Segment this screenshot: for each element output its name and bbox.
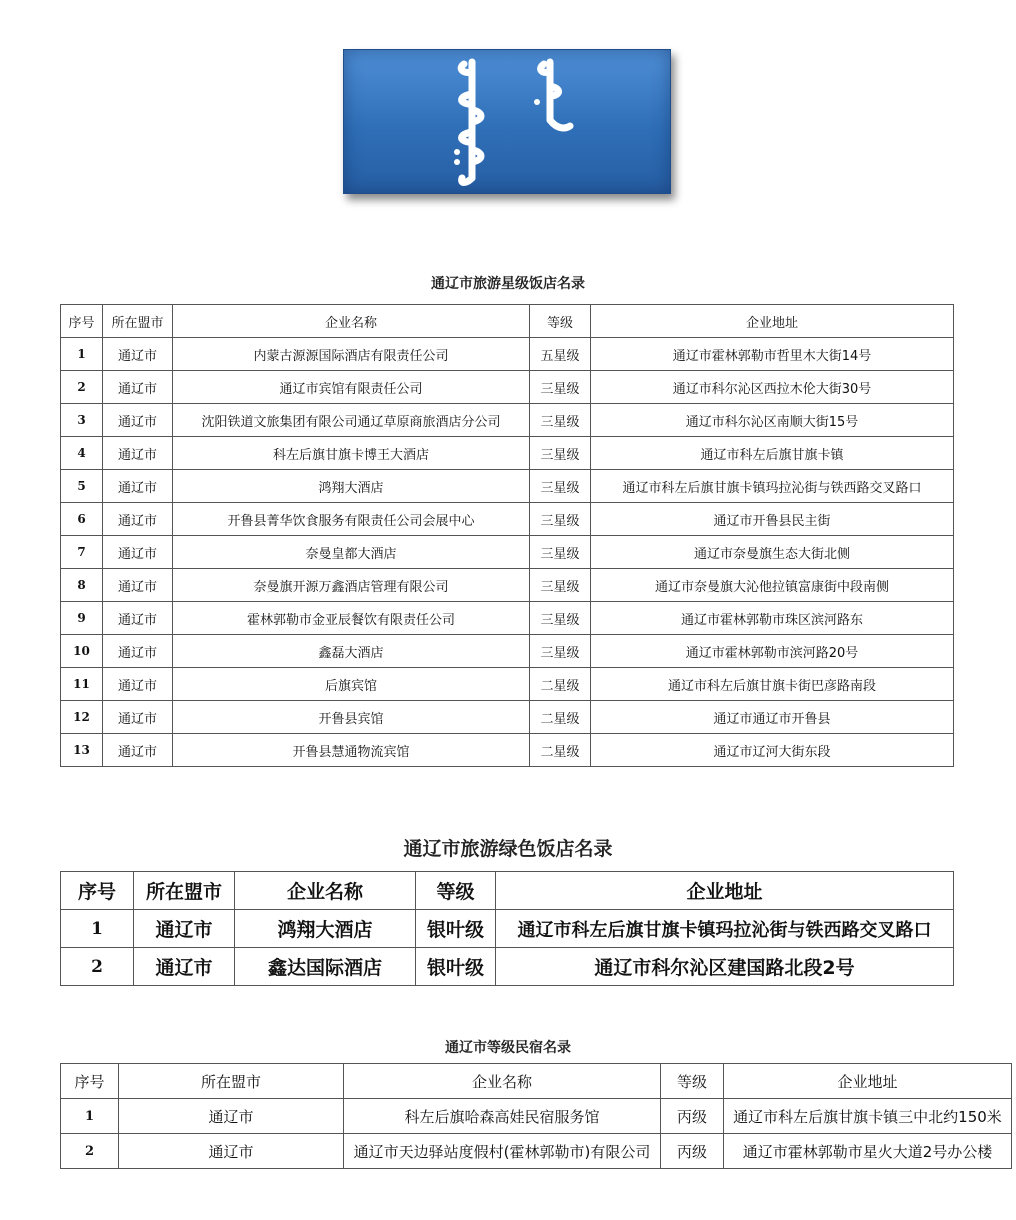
cell-company: 鸿翔大酒店 xyxy=(235,910,416,948)
cell-index: 12 xyxy=(61,701,103,734)
table-row xyxy=(61,635,954,668)
cell-city: 通辽市 xyxy=(103,602,173,635)
cell-company: 奈曼皇都大酒店 xyxy=(173,536,530,569)
cell-index: 3 xyxy=(61,404,103,437)
cell-address: 通辽市霍林郭勒市珠区滨河路东 xyxy=(591,602,954,635)
cell-grade: 三星级 xyxy=(530,404,591,437)
table-row xyxy=(61,668,954,701)
cell-index: 6 xyxy=(61,503,103,536)
header-company: 企业名称 xyxy=(173,305,530,338)
table-row xyxy=(61,1134,1012,1169)
cell-grade: 三星级 xyxy=(530,503,591,536)
table-row xyxy=(61,1099,1012,1134)
cell-grade: 二星级 xyxy=(530,734,591,767)
cell-grade: 三星级 xyxy=(530,371,591,404)
header-city: 所在盟市 xyxy=(119,1064,344,1099)
header-index: 序号 xyxy=(61,305,103,338)
cell-index: 2 xyxy=(61,371,103,404)
cell-address: 通辽市科左后旗甘旗卡镇 xyxy=(591,437,954,470)
header-city: 所在盟市 xyxy=(103,305,173,338)
cell-address: 通辽市科左后旗甘旗卡镇玛拉沁街与铁西路交叉路口 xyxy=(496,910,954,948)
cell-company: 内蒙古源源国际酒店有限责任公司 xyxy=(173,338,530,371)
header-grade: 等级 xyxy=(530,305,591,338)
cell-index: 11 xyxy=(61,668,103,701)
homestays-table xyxy=(60,1063,1012,1169)
header-grade: 等级 xyxy=(661,1064,724,1099)
table-row xyxy=(61,338,954,371)
cell-grade: 丙级 xyxy=(661,1099,724,1134)
table-row xyxy=(61,910,954,948)
green-hotels-table xyxy=(60,871,954,986)
cell-address: 通辽市奈曼旗生态大街北侧 xyxy=(591,536,954,569)
green-hotels-title: 通辽市旅游绿色饭店名录 xyxy=(403,838,613,860)
cell-city: 通辽市 xyxy=(134,910,235,948)
homestays-title: 通辽市等级民宿名录 xyxy=(445,1040,571,1056)
cell-index: 13 xyxy=(61,734,103,767)
cell-company: 科左后旗甘旗卡博王大酒店 xyxy=(173,437,530,470)
table-row xyxy=(61,734,954,767)
cell-grade: 二星级 xyxy=(530,701,591,734)
mongolian-title-banner xyxy=(343,49,671,194)
cell-company: 鑫磊大酒店 xyxy=(173,635,530,668)
table-header-row xyxy=(61,1064,1012,1099)
cell-index: 2 xyxy=(61,1134,119,1169)
cell-grade: 三星级 xyxy=(530,569,591,602)
cell-grade: 三星级 xyxy=(530,635,591,668)
header-city: 所在盟市 xyxy=(134,872,235,910)
cell-address: 通辽市科尔沁区西拉木伦大街30号 xyxy=(591,371,954,404)
table-row xyxy=(61,371,954,404)
cell-city: 通辽市 xyxy=(103,734,173,767)
cell-index: 5 xyxy=(61,470,103,503)
cell-city: 通辽市 xyxy=(103,404,173,437)
cell-address: 通辽市霍林郭勒市星火大道2号办公楼 xyxy=(724,1134,1012,1169)
cell-grade: 二星级 xyxy=(530,668,591,701)
cell-grade: 三星级 xyxy=(530,536,591,569)
cell-address: 通辽市通辽市开鲁县 xyxy=(591,701,954,734)
cell-city: 通辽市 xyxy=(103,536,173,569)
cell-address: 通辽市开鲁县民主街 xyxy=(591,503,954,536)
cell-index: 1 xyxy=(61,1099,119,1134)
cell-company: 开鲁县慧通物流宾馆 xyxy=(173,734,530,767)
table-header-row xyxy=(61,872,954,910)
cell-city: 通辽市 xyxy=(103,338,173,371)
cell-company: 沈阳铁道文旅集团有限公司通辽草原商旅酒店分公司 xyxy=(173,404,530,437)
cell-city: 通辽市 xyxy=(103,437,173,470)
header-address: 企业地址 xyxy=(724,1064,1012,1099)
table-row xyxy=(61,437,954,470)
table-header-row xyxy=(61,305,954,338)
cell-grade: 丙级 xyxy=(661,1134,724,1169)
cell-company: 开鲁县宾馆 xyxy=(173,701,530,734)
cell-address: 通辽市辽河大街东段 xyxy=(591,734,954,767)
table-row xyxy=(61,602,954,635)
cell-company: 开鲁县菁华饮食服务有限责任公司会展中心 xyxy=(173,503,530,536)
cell-company: 鸿翔大酒店 xyxy=(173,470,530,503)
cell-index: 7 xyxy=(61,536,103,569)
cell-city: 通辽市 xyxy=(103,701,173,734)
cell-grade: 三星级 xyxy=(530,437,591,470)
table-row xyxy=(61,404,954,437)
header-address: 企业地址 xyxy=(496,872,954,910)
cell-city: 通辽市 xyxy=(103,668,173,701)
cell-index: 10 xyxy=(61,635,103,668)
cell-company: 鑫达国际酒店 xyxy=(235,948,416,986)
cell-city: 通辽市 xyxy=(103,371,173,404)
cell-city: 通辽市 xyxy=(119,1099,344,1134)
cell-company: 奈曼旗开源万鑫酒店管理有限公司 xyxy=(173,569,530,602)
cell-company: 后旗宾馆 xyxy=(173,668,530,701)
header-index: 序号 xyxy=(61,1064,119,1099)
table-row xyxy=(61,536,954,569)
cell-address: 通辽市奈曼旗大沁他拉镇富康街中段南侧 xyxy=(591,569,954,602)
cell-city: 通辽市 xyxy=(103,470,173,503)
cell-company: 通辽市天边驿站度假村(霍林郭勒市)有限公司 xyxy=(344,1134,661,1169)
cell-company: 霍林郭勒市金亚辰餐饮有限责任公司 xyxy=(173,602,530,635)
cell-index: 1 xyxy=(61,910,134,948)
table-row xyxy=(61,503,954,536)
cell-company: 科左后旗哈森高娃民宿服务馆 xyxy=(344,1099,661,1134)
table-row xyxy=(61,569,954,602)
table-row xyxy=(61,701,954,734)
header-address: 企业地址 xyxy=(591,305,954,338)
cell-address: 通辽市科左后旗甘旗卡镇玛拉沁街与铁西路交叉路口 xyxy=(591,470,954,503)
star-hotels-table xyxy=(60,304,954,767)
cell-address: 通辽市科左后旗甘旗卡镇三中北约150米 xyxy=(724,1099,1012,1134)
cell-grade: 银叶级 xyxy=(416,910,496,948)
cell-index: 1 xyxy=(61,338,103,371)
cell-index: 2 xyxy=(61,948,134,986)
table-row xyxy=(61,470,954,503)
cell-address: 通辽市科左后旗甘旗卡街巴彦路南段 xyxy=(591,668,954,701)
cell-company: 通辽市宾馆有限责任公司 xyxy=(173,371,530,404)
cell-grade: 三星级 xyxy=(530,470,591,503)
cell-address: 通辽市科尔沁区建国路北段2号 xyxy=(496,948,954,986)
star-hotels-title: 通辽市旅游星级饭店名录 xyxy=(431,276,585,292)
cell-grade: 银叶级 xyxy=(416,948,496,986)
cell-index: 4 xyxy=(61,437,103,470)
cell-city: 通辽市 xyxy=(134,948,235,986)
cell-grade: 三星级 xyxy=(530,602,591,635)
header-company: 企业名称 xyxy=(344,1064,661,1099)
cell-city: 通辽市 xyxy=(103,569,173,602)
mongolian-script-graphic xyxy=(344,50,670,193)
header-grade: 等级 xyxy=(416,872,496,910)
cell-city: 通辽市 xyxy=(103,635,173,668)
cell-address: 通辽市霍林郭勒市滨河路20号 xyxy=(591,635,954,668)
cell-address: 通辽市霍林郭勒市哲里木大街14号 xyxy=(591,338,954,371)
cell-city: 通辽市 xyxy=(103,503,173,536)
table-row xyxy=(61,948,954,986)
cell-index: 9 xyxy=(61,602,103,635)
header-index: 序号 xyxy=(61,872,134,910)
header-company: 企业名称 xyxy=(235,872,416,910)
cell-grade: 五星级 xyxy=(530,338,591,371)
cell-city: 通辽市 xyxy=(119,1134,344,1169)
cell-address: 通辽市科尔沁区南顺大街15号 xyxy=(591,404,954,437)
cell-index: 8 xyxy=(61,569,103,602)
